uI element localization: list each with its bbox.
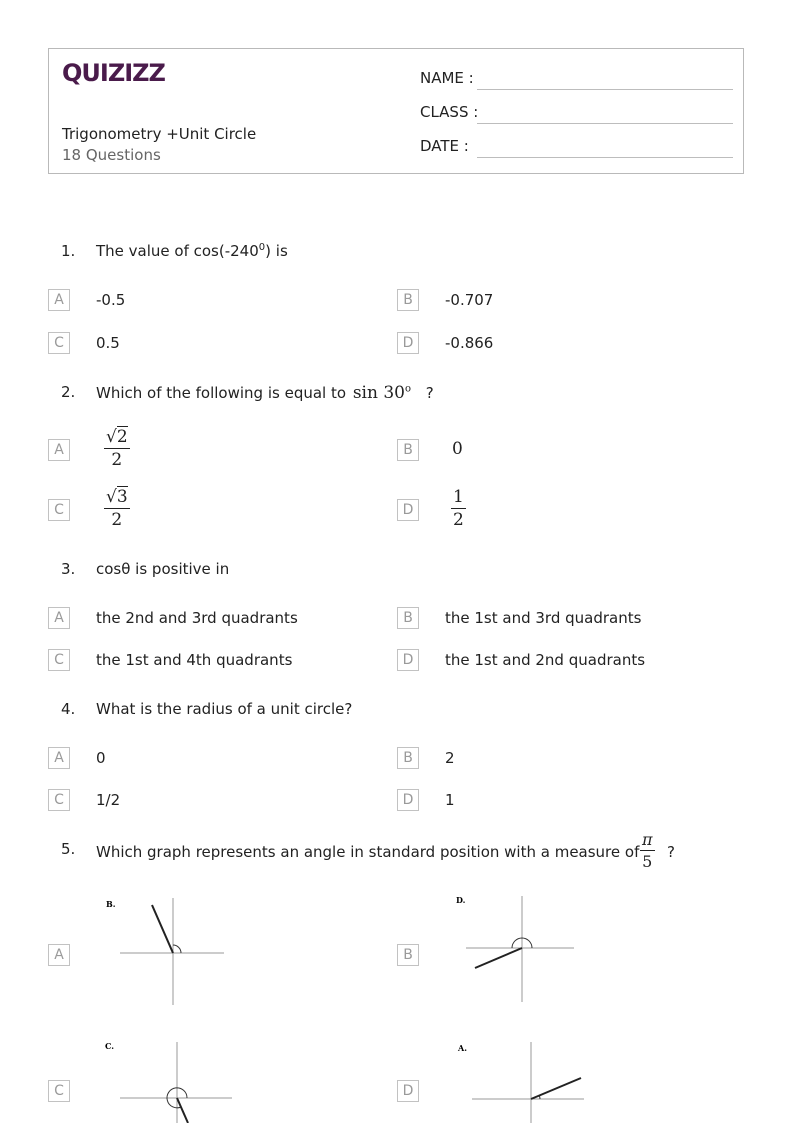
q3-option-c-letter[interactable]: C [48,649,70,671]
q5-option-b-graph[interactable] [450,890,585,1010]
question-5-number: 5. [61,840,76,858]
question-2-degree: o [404,383,412,395]
q5-option-c-graph[interactable] [100,1036,240,1123]
q2-option-a[interactable]: √2 2 [106,427,128,470]
q2-option-a-radicand: 2 [116,427,128,447]
question-5-text-pre: Which graph represents an angle in standard position with a measure of [96,843,640,861]
terminal-ray [475,948,522,968]
name-label: NAME : [420,69,474,87]
q1-option-a[interactable]: -0.5 [96,291,126,309]
q3-option-a-letter[interactable]: A [48,607,70,629]
q3-option-b[interactable]: the 1st and 3rd quadrants [445,609,642,627]
q5-graph-d-label: A. [458,1043,467,1053]
angle-arc [173,945,181,953]
question-5-fraction-numerator: π [642,830,653,849]
q3-option-c[interactable]: the 1st and 4th quadrants [96,651,293,669]
q3-option-a[interactable]: the 2nd and 3rd quadrants [96,609,298,627]
question-4-text: What is the radius of a unit circle? [96,700,353,718]
q1-option-b-letter[interactable]: B [397,289,419,311]
q4-option-c-letter[interactable]: C [48,789,70,811]
q1-option-c-letter[interactable]: C [48,332,70,354]
worksheet-title: Trigonometry +Unit Circle [62,125,257,143]
question-5-fraction [640,830,655,871]
question-2-math: sin 30 [352,383,405,403]
q4-option-c[interactable]: 1/2 [96,791,121,809]
q2-option-d-denominator: 2 [453,510,464,530]
q4-option-a-letter[interactable]: A [48,747,70,769]
q4-option-a[interactable]: 0 [96,749,106,767]
q2-option-c[interactable]: √3 2 [106,487,128,530]
q2-option-b[interactable]: 0 [452,439,463,459]
q2-option-a-denominator: 2 [111,450,123,470]
question-3-text: cosθ is positive in [96,560,230,578]
question-3-number: 3. [61,560,76,578]
q5-option-a-graph[interactable] [100,890,235,1010]
q2-option-d[interactable] [451,487,466,530]
worksheet-header [48,48,744,174]
q5-option-c-letter[interactable]: C [48,1080,70,1102]
quizizz-logo: QUIZIZZ [62,59,165,87]
class-field[interactable] [477,123,733,124]
date-label: DATE : [420,137,469,155]
question-2-text-post: ? [425,384,434,402]
question-count: 18 Questions [62,146,161,164]
q3-option-d-letter[interactable]: D [397,649,419,671]
question-1-degree: 0 [258,242,266,253]
q2-option-a-letter[interactable]: A [48,439,70,461]
question-1-number: 1. [61,242,76,260]
q1-option-c[interactable]: 0.5 [96,334,120,352]
question-4-number: 4. [61,700,76,718]
q5-graph-c-label: C. [105,1041,115,1051]
question-5-text-post: ? [667,843,675,861]
terminal-ray [152,905,173,953]
q5-option-d-graph[interactable] [450,1036,590,1123]
question-1-text-pre: The value of cos(-240 [96,242,259,260]
terminal-ray [177,1098,188,1123]
question-2-text [96,383,434,403]
q4-option-b[interactable]: 2 [445,749,455,767]
q1-option-d-letter[interactable]: D [397,332,419,354]
terminal-ray [531,1078,581,1099]
q4-option-d[interactable]: 1 [445,791,455,809]
q5-option-d-letter[interactable]: D [397,1080,419,1102]
question-1-text [96,242,288,260]
class-label: CLASS : [420,103,479,121]
q5-graph-b-label: D. [456,895,466,905]
q4-option-d-letter[interactable]: D [397,789,419,811]
question-2-number: 2. [61,383,76,401]
q5-graph-a-label: B. [106,899,116,909]
q2-option-b-letter[interactable]: B [397,439,419,461]
q3-option-d[interactable]: the 1st and 2nd quadrants [445,651,646,669]
q3-option-b-letter[interactable]: B [397,607,419,629]
q2-option-d-numerator: 1 [453,487,464,507]
question-5-fraction-denominator: 5 [642,852,653,871]
q5-option-a-letter[interactable]: A [48,944,70,966]
q2-option-d-letter[interactable]: D [397,499,419,521]
question-2-text-pre: Which of the following is equal to [96,384,347,402]
question-1-text-post: ) is [265,242,288,260]
q2-option-c-denominator: 2 [111,510,123,530]
q1-option-a-letter[interactable]: A [48,289,70,311]
q5-option-b-letter[interactable]: B [397,944,419,966]
name-field[interactable] [477,89,733,90]
q1-option-d[interactable]: -0.866 [445,334,494,352]
date-field[interactable] [477,157,733,158]
q2-option-c-radicand: 3 [116,487,128,507]
q2-option-c-letter[interactable]: C [48,499,70,521]
q1-option-b[interactable]: -0.707 [445,291,494,309]
q4-option-b-letter[interactable]: B [397,747,419,769]
